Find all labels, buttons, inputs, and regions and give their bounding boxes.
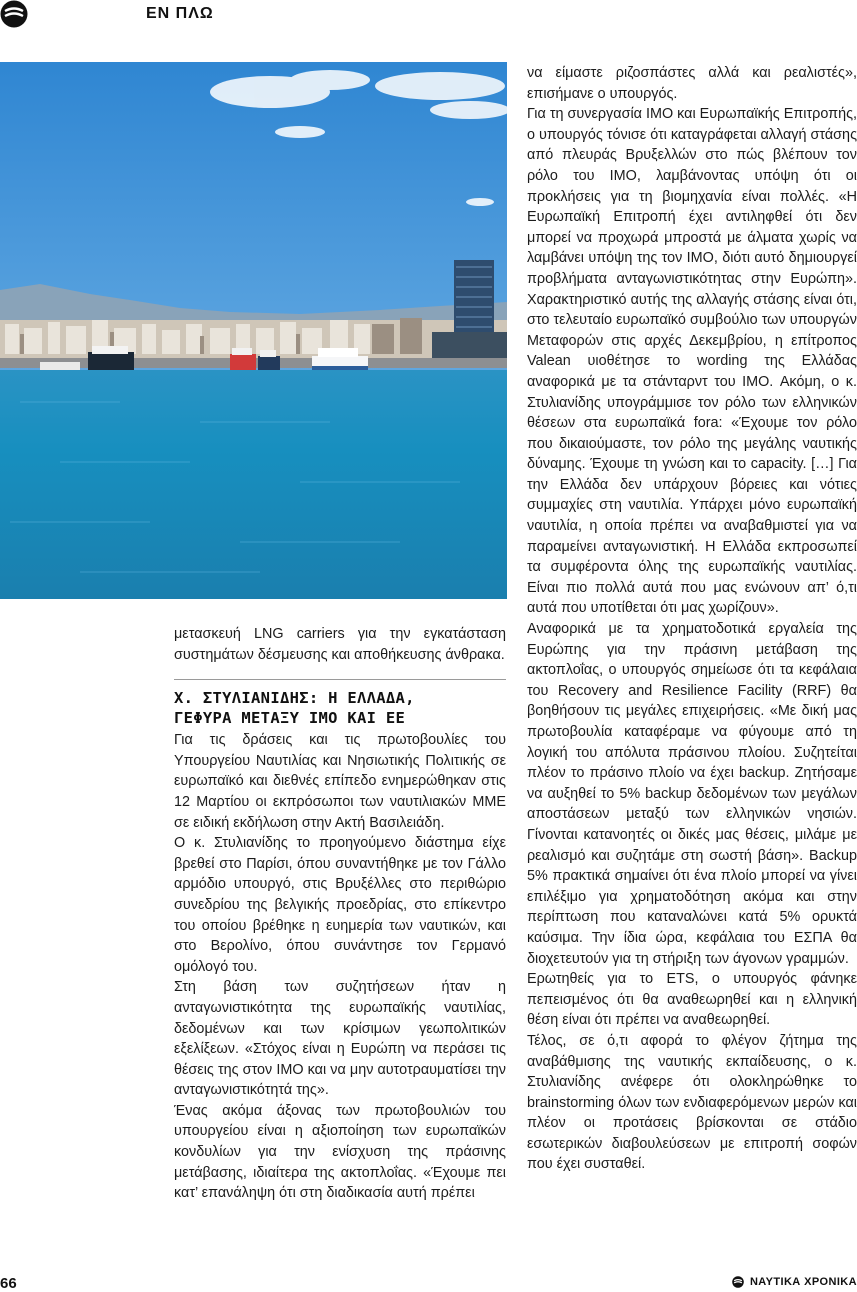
subheading-line: Χ. ΣΤΥΛΙΑΝΙΔΗΣ: Η ΕΛΛΑΔΑ, — [174, 689, 415, 708]
port-photo — [0, 62, 507, 599]
paragraph: Στη βάση των συζητήσεων ήταν η ανταγωνιστικότητα της ευρωπαϊκής ναυτιλίας, δεδομένων και των κρίσιμων γεωπολιτικών εξελίξεων. «Στόχος είναι η Ευρώπη να περάσει τις θέσεις της στον IMO και να μην αυτοτραυματίσει την ανταγωνιστικότητά της». — [174, 979, 506, 1099]
paragraph: Για τις δράσεις και τις πρωτοβουλίες του Υπουργείου Ναυτιλίας και Νησιωτικής Πολιτικής σε ευρωπαϊκό και διεθνές επίπεδο ενημερώθηκαν στις 12 Μαρτίου οι εκπρόσωποι των ναυτιλιακών ΜΜΕ σε ειδική εκδήλωση στην Ακτή Βασιλειάδη. — [174, 732, 506, 831]
article-left-column — [174, 624, 506, 1204]
subheading-line: ΓΕΦΥΡΑ ΜΕΤΑΞΥ IMO ΚΑΙ ΕΕ — [174, 709, 406, 728]
paragraph: Ο κ. Στυλιανίδης το προηγούμενο διάστημα είχε βρεθεί στο Παρίσι, όπου συναντήθηκε με τον Γάλλο αρμόδιο υπουργό, στις Βρυξέλλες στο περιθώριο συνεδρίου της βελγικής προεδρίας, στο επίκεντρο του οποίου βρέθηκε η ευημερία των ναυτικών, και στο Βερολίνο, όπου συνάντησε τον Γερμανό ομόλογό του. — [174, 835, 506, 975]
magazine-logo-icon — [0, 0, 28, 28]
paragraph: Τέλος, σε ό,τι αφορά το φλέγον ζήτημα της αναβάθμισης της ναυτικής εκπαίδευσης, ο κ. Στυλιανίδης ανέφερε ότι ολοκληρώθηκε το brainstorming όλων των ενδιαφερόμενων μερών και πλέον οι προτάσεις βρίσκονται σε στάδιο εσωτερικών διαβουλεύσεων με επιτροπή σοφών που έχει συσταθεί. — [527, 1032, 857, 1173]
paragraph: Αναφορικά με τα χρηματοδοτικά εργαλεία της Ευρώπης για την πράσινη μετάβαση της ακτοπλοΐας, ο υπουργός σημείωσε ότι τα κεφάλαια του Recovery and Resilience Facility (RRF) θα βοηθήσουν τις μεγάλες επιχειρήσεις. «Με δική μας πρωτοβουλία καταφέραμε να φύγουμε από τη λογική του απόλυτα πράσινου πλοίου. Συζητείται πλέον το πράσινο πλοίο να έχει backup. Ζητήσαμε να αυξηθεί το 5% backup δεδομένων των μεγάλων αποστάσεων μεταξύ των ελληνικών νησιών. Γίνονται κατανοητές οι δικές μας θέσεις, μιλάμε με ρεαλισμό και συζητάμε στη σωστή βάση». Backup 5% πρακτικά σημαίνει ότι ένα πλοίο μπορεί να γίνει επιλέξιμο για χρηματοδότηση ακόμα και στην περίπτωση που καταναλώνει κατά 5% ορυκτά καύσιμα. Την ίδια ώρα, κεφάλαια του ΕΣΠΑ θα διοχετευτούν για τη στήριξη των άγονων γραμμών. — [527, 621, 857, 967]
paragraph: Για τη συνεργασία IMO και Ευρωπαϊκής Επιτροπής, ο υπουργός τόνισε ότι καταγράφεται αλλαγή στάσης από πλευράς Βρυξελλών στο πώς βλέπουν τον ρόλο του IMO, λαμβάνοντας υπόψη ότι οι προκλήσεις για τη βιομηχανία είναι πολλές. «Η Ευρωπαϊκή Επιτροπή έχει αντιληφθεί ότι δεν μπορεί να προχωρά μπροστά με άλματα χωρίς να λαμβάνει υπόψη της τον IMO, διότι αυτό δημιουργεί προβλήματα ανταγωνιστικότητας στην Ευρώπη». Χαρακτηριστικό αυτής της αλλαγής στάσης είναι ότι, στο τελευταίο ευρωπαϊκό συμβούλιο των υπουργών Μεταφορών στις αρχές Δεκεμβρίου, η επίτροπος Valean υιοθέτησε το wording της Ελλάδας αναφορικά με τα στάνταρντ του IMO. Ακόμη, ο κ. Στυλιανίδης υπογράμμισε τον ρόλο των ελληνικών θέσεων στα ευρωπαϊκά fora: «Έχουμε τον ρόλο που δικαιούμαστε, τον ρόλο της μεγάλης ναυτικής δύναμης. Έχουμε τη γνώση και το capacity. […] Για την Ελλάδα δεν υπάρχουν βόρειες και νότιες συμμαχίες στη ναυτιλία. Υπάρχει μόνο ευρωπαϊκή ναυτιλία, η οποία πρέπει να αναβαθμιστεί για να παραμείνει ανταγωνιστική. Η Ελλάδα εκπροσωπεί τα συμφέροντα όλης της ευρωπαϊκής ναυτιλίας. Είναι πιο πολλά αυτά που μας ενώνουν απ’ ό,τι αυτά που υποτίθεται ότι μας χωρίζουν». — [527, 106, 857, 617]
ferry — [88, 346, 134, 372]
continued-paragraph: να είμαστε ριζοσπάστες αλλά και ρεαλιστές», επισήμανε ο υπουργός. — [527, 65, 857, 102]
brand-name: ΝΑΥΤΙΚΑ ΧΡΟΝΙΚΑ — [749, 1276, 857, 1288]
section-title: ΕΝ ΠΛΩ — [146, 5, 214, 22]
paragraph: Ερωτηθείς για το ETS, ο υπουργός φάνηκε πεπεισμένος ότι θα αναθεωρηθεί και η ελληνική θέση είναι ότι πρέπει να αναθεωρηθεί. — [527, 971, 857, 1029]
brand-logo-icon — [732, 1276, 744, 1288]
footer-brand — [732, 1276, 857, 1288]
page-number: 66 — [0, 1275, 17, 1292]
section-divider — [174, 679, 506, 680]
paragraph: Ένας ακόμα άξονας των πρωτοβουλιών του υπουργείου είναι η αξιοποίηση των ευρωπαϊκών κονδυλίων για την ενίσχυση της πράσινης μετάβασης, ιδιαίτερα της ακτοπλοΐας. «Έχουμε πει κατ’ επανάληψη ότι στη διαδικασία αυτή πρέπει — [174, 1102, 506, 1202]
subheading — [174, 688, 506, 728]
continued-paragraph: μετασκευή LNG carriers για την εγκατάσταση συστημάτων δέσμευσης και αποθήκευσης άνθρακα. — [174, 626, 506, 663]
article-right-column — [527, 63, 857, 1175]
